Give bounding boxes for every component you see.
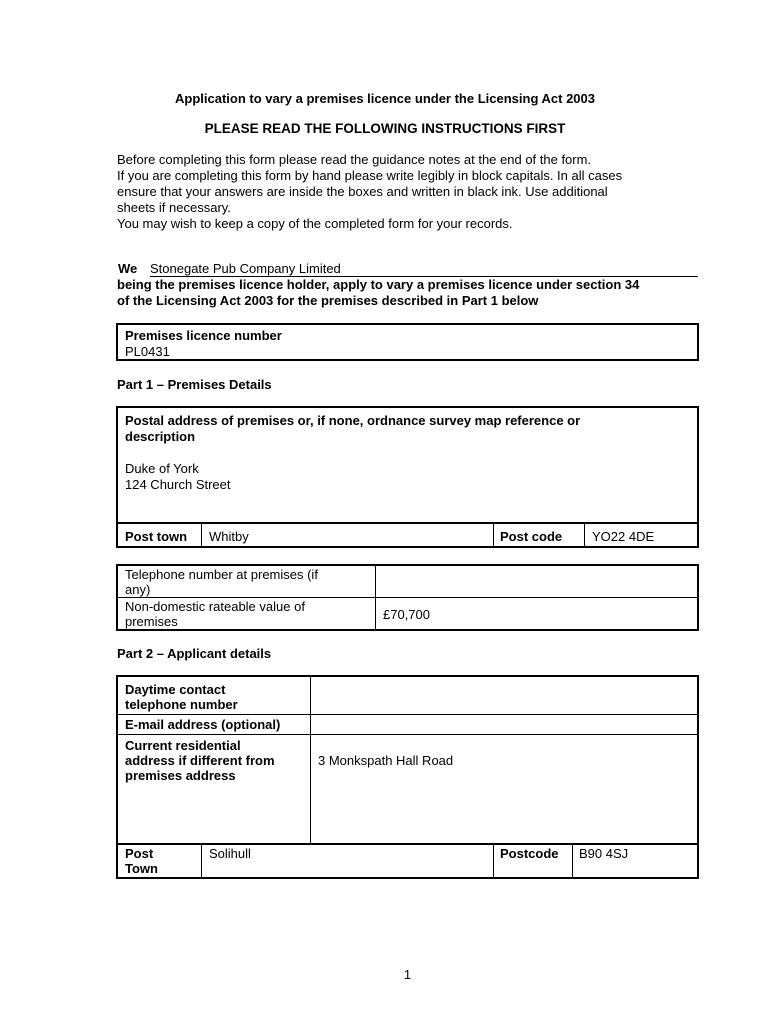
divider [493, 522, 494, 546]
residential-label-line-1: Current residential [125, 738, 241, 753]
intro-line: ensure that your answers are inside the boxes and written in black ink. Use additional [117, 184, 608, 199]
licence-number-value: PL0431 [125, 344, 170, 359]
intro-line: If you are completing this form by hand please write legibly in block capitals. In all cases [117, 168, 623, 183]
email-label: E-mail address (optional) [125, 717, 281, 732]
divider [118, 597, 697, 598]
intro-text [117, 152, 697, 232]
address-line-1[interactable]: Duke of York [125, 461, 199, 476]
divider [118, 714, 697, 715]
rateable-value[interactable]: £70,700 [383, 607, 430, 622]
declaration-line-1: being the premises licence holder, apply to vary a premises licence under section 34 [117, 277, 640, 292]
telephone-label-line-1: Telephone number at premises (if [125, 567, 318, 582]
telephone-label-line-2: any) [125, 582, 151, 597]
holder-name-field[interactable] [150, 261, 698, 277]
divider [118, 522, 697, 524]
divider [572, 843, 573, 877]
instructions-heading: PLEASE READ THE FOLLOWING INSTRUCTIONS FIRST [204, 121, 566, 136]
declaration-line-2: of the Licensing Act 2003 for the premises described in Part 1 below [117, 293, 539, 308]
page-number: 1 [403, 967, 412, 982]
postcode-label: Postcode [500, 846, 559, 861]
divider [201, 843, 202, 877]
intro-line: You may wish to keep a copy of the completed form for your records. [117, 216, 513, 231]
intro-line: sheets if necessary. [117, 200, 231, 215]
divider [493, 843, 494, 877]
divider [201, 522, 202, 546]
applicant-postcode-value[interactable]: B90 4SJ [579, 846, 629, 861]
intro-line: Before completing this form please read the guidance notes at the end of the form. [117, 152, 592, 167]
applicant-post-town-value[interactable]: Solihull [209, 846, 251, 861]
holder-name-value: Stonegate Pub Company Limited [150, 261, 341, 276]
address-label-line-2: description [125, 429, 196, 444]
rateable-label-line-2: premises [125, 614, 178, 629]
post-code-value[interactable]: YO22 4DE [592, 529, 655, 544]
licence-number-box[interactable] [116, 323, 699, 361]
residential-label-line-2: address if different from [125, 753, 275, 768]
post-code-label: Post code [500, 529, 563, 544]
post-town-label-line-1: Post [125, 846, 154, 861]
residential-address-value[interactable]: 3 Monkspath Hall Road [318, 753, 454, 768]
address-line-2[interactable]: 124 Church Street [125, 477, 231, 492]
post-town-label-line-2: Town [125, 861, 158, 876]
premises-address-box [116, 406, 699, 548]
post-town-value[interactable]: Whitby [209, 529, 249, 544]
divider [118, 843, 697, 845]
premises-details-table [116, 564, 699, 631]
part2-heading: Part 2 – Applicant details [117, 646, 272, 661]
divider [118, 734, 697, 735]
rateable-label-line-1: Non-domestic rateable value of [125, 599, 305, 614]
applicant-details-table [116, 675, 699, 879]
part1-heading: Part 1 – Premises Details [117, 377, 272, 392]
we-label: We [118, 261, 138, 276]
daytime-label-line-2: telephone number [125, 697, 238, 712]
licence-number-label: Premises licence number [125, 328, 282, 343]
divider [310, 677, 311, 843]
post-town-label: Post town [125, 529, 188, 544]
residential-label-line-3: premises address [125, 768, 236, 783]
daytime-label-line-1: Daytime contact [125, 682, 226, 697]
form-title: Application to vary a premises licence under the Licensing Act 2003 [175, 91, 595, 106]
divider [584, 522, 585, 546]
address-label-line-1: Postal address of premises or, if none, ordnance survey map reference or [125, 413, 581, 428]
